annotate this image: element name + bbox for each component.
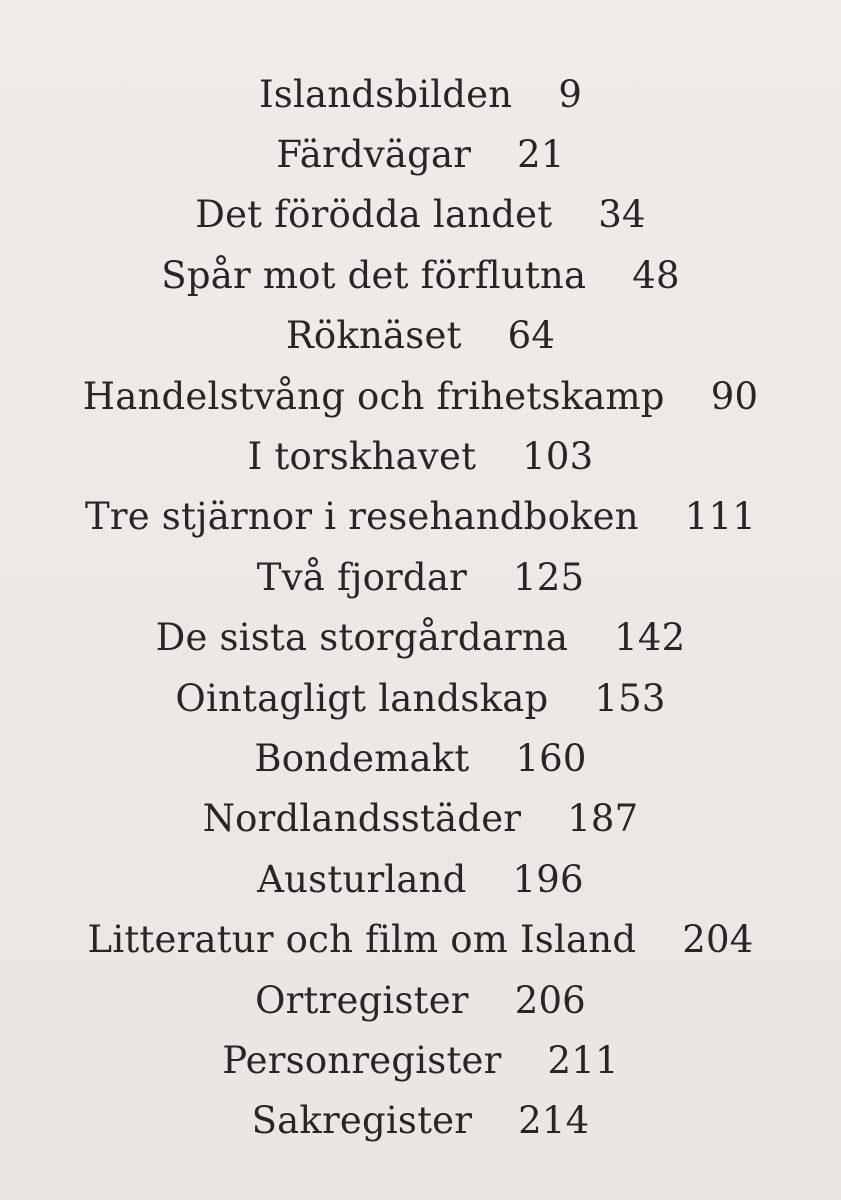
- toc-entry: [0, 789, 841, 849]
- toc-entry-page-number: 153: [594, 676, 666, 720]
- toc-entry-page-number: 64: [507, 314, 556, 358]
- toc-entry-title: Röknäset: [285, 314, 462, 358]
- toc-entry-title: Personregister: [222, 1038, 502, 1082]
- toc-entry: [0, 185, 841, 245]
- toc-entry-page-number: 211: [547, 1038, 619, 1082]
- toc-entry-page-number: 48: [632, 253, 680, 297]
- toc-entry-page-number: 103: [522, 435, 594, 479]
- toc-entry: [0, 970, 841, 1030]
- toc-entry-title: Islandsbilden: [258, 72, 513, 116]
- toc-entry: [0, 487, 841, 547]
- toc-entry: [0, 306, 841, 366]
- toc-entry-title: Nordlandsstäder: [202, 797, 522, 841]
- toc-entry: [0, 728, 841, 788]
- toc-entry: [0, 426, 841, 486]
- toc-entry-page-number: 21: [517, 133, 565, 177]
- toc-entry-title: Ortregister: [255, 978, 469, 1022]
- toc-entry: [0, 124, 841, 184]
- toc-entry: [0, 547, 841, 607]
- toc-entry: [0, 849, 841, 909]
- toc-entry: [0, 909, 841, 969]
- toc-entry: [0, 366, 841, 426]
- toc-entry-title: Ointagligt landskap: [175, 676, 549, 720]
- toc-entry-page-number: 196: [512, 857, 584, 901]
- toc-entry-title: I torskhavet: [247, 435, 477, 479]
- toc-entry: [0, 608, 841, 668]
- toc-entry: [0, 1091, 841, 1151]
- toc-entry: [0, 64, 841, 124]
- toc-entry-page-number: 111: [684, 495, 757, 539]
- toc-entry-page-number: 142: [614, 616, 686, 660]
- toc-entry-title: Litteratur och film om Island: [87, 918, 637, 962]
- toc-entry-title: Bondemakt: [254, 736, 470, 780]
- toc-entry-page-number: 214: [518, 1099, 590, 1143]
- toc-entry-title: Två fjordar: [256, 555, 467, 599]
- toc-entry-title: Spår mot det förflutna: [161, 253, 587, 297]
- toc-entry-page-number: 125: [512, 555, 585, 599]
- toc-entry-title: Sakregister: [251, 1099, 473, 1143]
- toc-entry: [0, 668, 841, 728]
- toc-entry-title: Handelstvång och frihetskamp: [82, 374, 665, 418]
- toc-entry-title: Austurland: [257, 857, 467, 901]
- toc-entry-page-number: 9: [558, 72, 583, 116]
- toc-entry-page-number: 90: [710, 374, 759, 418]
- toc-entry-page-number: 187: [567, 797, 639, 841]
- toc-entry: [0, 1030, 841, 1090]
- table-of-contents: [0, 64, 841, 1151]
- toc-entry-title: De sista storgårdarna: [155, 616, 569, 660]
- toc-entry-page-number: 204: [682, 918, 754, 962]
- toc-entry-title: Tre stjärnor i resehandboken: [84, 495, 639, 539]
- toc-entry-page-number: 206: [514, 978, 586, 1022]
- toc-entry-page-number: 160: [515, 736, 587, 780]
- toc-entry: [0, 245, 841, 305]
- toc-entry-title: Det förödda landet: [195, 193, 553, 237]
- toc-entry-title: Färdvägar: [276, 133, 472, 177]
- toc-entry-page-number: 34: [598, 193, 646, 237]
